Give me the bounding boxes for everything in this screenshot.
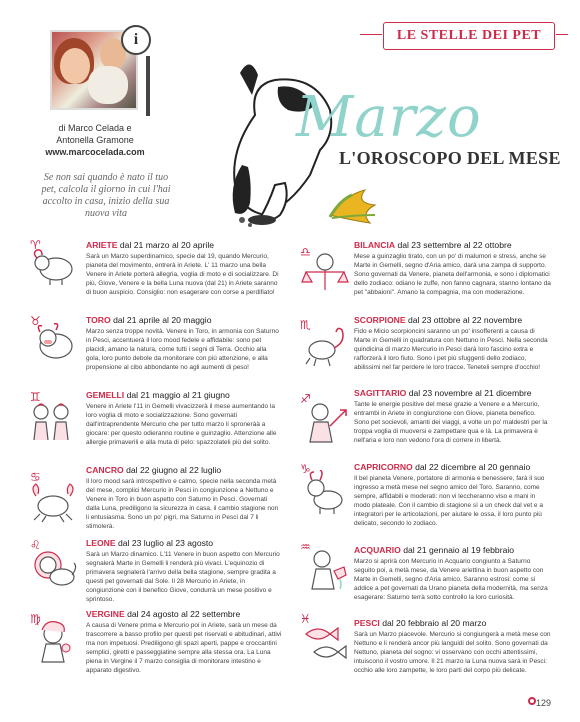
sign-dates: dal 23 settembre al 22 ottobre (397, 240, 512, 250)
sign-entry-leone (86, 538, 282, 605)
byline (40, 122, 150, 158)
virgo-glyph: ♍ (30, 612, 41, 626)
sign-name: LEONE (86, 538, 116, 548)
sign-entry-cancro (86, 465, 282, 532)
sign-name: BILANCIA (354, 240, 396, 250)
magazine-logo-icon (528, 697, 536, 705)
sign-text: Sarà un Marzo superdinamico, specie dal 19, quando Mercurio, pianeta del movimento, entrerà in Ariete. L' 11 marzo una bella Venere in Ariete porterà allegria, voglia di moto e di socializzare. Di più, Giove, Venere e la bella Luna nuova (dal 21) in Ariete saranno di buon auspicio. Consiglio: non esagerare con corse a perdifiato! (86, 253, 279, 297)
byline-website: www.marcocelada.com (45, 147, 145, 157)
section-badge (383, 22, 555, 50)
sign-entry-sagittario (354, 388, 552, 445)
sign-name: ACQUARIO (354, 545, 401, 555)
sign-text: Sarà un Marzo dinamico. L'11 Venere in buon aspetto con Mercurio segnalerà Marte in Gemelli li renderà più vivaci. L'equinozio di primavera segnalerà l'arrivo della bella stagione, sempre gradita a questi pet governati dal Sole. Il 28 Mercurio in Ariete, in congiunzione con il benefico Giove, condurrà un mese positivo e sprintoso. (86, 551, 280, 604)
sign-entry-bilancia (354, 240, 552, 297)
page-subtitle: L'OROSCOPO DEL MESE (339, 148, 561, 168)
byline-line1: di Marco Celada e (58, 123, 132, 133)
sign-name: VERGINE (86, 609, 125, 619)
sagittarius-glyph: ♐ (300, 392, 311, 406)
sign-dates: dal 22 dicembre al 20 gennaio (415, 462, 531, 472)
sign-text: Fido e Micio scorpioncini saranno un po' insofferenti a causa di Marte in Gemelli in quadratura con Nettuno in Pesci. Nella seconda quindicina di marzo Mercurio in Pesci darà loro fascino extra e rafforzerà il loro fiuto. Sono i pet più sfuggenti dello zodiaco, abilissimi nel far perdere le loro tracce. Teneteli sempre d'occhio! (354, 328, 548, 372)
sign-name: CAPRICORNO (354, 462, 413, 472)
gemini-glyph: ♊ (30, 390, 41, 404)
sign-entry-scorpione (354, 315, 552, 372)
sign-entry-pesci (354, 618, 552, 675)
sign-entry-toro (86, 315, 282, 372)
sign-name: GEMELLI (86, 390, 125, 400)
sign-text: Sarà un Marzo piacevole. Mercurio si congiungerà a metà mese con Nettuno e li renderà ancor più languidi del solito. Sono governati da Nettuno, pianeta del sogno: vi osservano con occhi attentissimi, intuiscono il vostro umore. Il 21 marzo la Luna nuova sarà in Pesci: occhio alle loro zampette, le loro parti del corpo più delicate. (354, 631, 551, 675)
sign-name: SAGITTARIO (354, 388, 407, 398)
header-rule-left (360, 34, 382, 35)
page-number: 129 (536, 698, 552, 708)
sign-name: ARIETE (86, 240, 118, 250)
month-title: Marzo (296, 85, 482, 150)
sign-dates: dal 20 febbraio al 20 marzo (382, 618, 487, 628)
sign-text: Tante le energie positive del mese grazie a Venere e a Mercurio, entrambi in Ariete in congiunzione con Giove, pianeta benefico. Sono pet socievoli, amanti dei viaggi, a volte un po' maldestri per la troppa voglia di muoversi e zampettare qua e là. La primavera è nell'aria e loro non vedono l'ora di correre in libertà. (354, 401, 548, 445)
sign-entry-acquario (354, 545, 552, 602)
sign-dates: dal 23 novembre al 21 dicembre (408, 388, 532, 398)
sign-name: CANCRO (86, 465, 124, 475)
sign-text: Il bel pianeta Venere, portatore di armonia e benessere, farà il suo ingresso a metà mese nel segno amico del Toro. Saranno, come sempre, affidabili e moderati: non vi leccheranno viso e mani in modo plateale. Con il cambio di stagione sì a un check dal vet e a integratori per le articolazioni, per aiutare le ossa, il loro punto più delicato, secondo lo zodiaco. (354, 475, 545, 528)
sign-text: Marzo si aprirà con Mercurio in Acquario congiunto a Saturno seguito poi, a metà mese, da Venere ariettina in buon aspetto con Marte in Gemelli, segno d'Aria amico. Saranno estrosi: come si addice a pet governati da Urano pianeta della modernità, ma senza esagerare: Saturno terrà sotto controllo la loro curiosità. (354, 558, 548, 602)
gemini-icon (26, 398, 76, 444)
intro-note: Se non sai quando è nato il tuo pet, calcola il giorno in cui l'hai accolto in casa, inizio della sua nuova vita (41, 172, 171, 219)
cancer-icon (28, 478, 78, 524)
sign-dates: dal 21 maggio al 21 giugno (126, 390, 230, 400)
sign-dates: dal 23 luglio al 23 agosto (118, 538, 214, 548)
taurus-glyph: ♉ (30, 314, 41, 328)
sign-entry-vergine (86, 609, 282, 676)
header-rule-right (556, 34, 568, 35)
aries-glyph: ♈ (30, 238, 41, 252)
sign-text: Mese a guinzaglio tirato, con un po' di malumori e stress, anche se Marte in Gemelli, segno d'Aria amico, darà una zampa di supporto. Sono governati da Venere, pianeta dell'armonia, e sono i diplomatici dello zodiaco: odiano le zuffe, non fanno cagnara, stanno lontano da pet "abbaioni". Amano la compagnia, ma con moderazione. (354, 253, 551, 297)
section-title: LE STELLE DEI PET (396, 28, 542, 43)
info-icon: i (121, 25, 151, 55)
sign-dates: dal 24 agosto al 22 settembre (127, 609, 241, 619)
pisces-glyph: ♓ (300, 612, 311, 626)
capricorn-icon (300, 470, 350, 516)
libra-glyph: ♎ (300, 245, 311, 259)
sign-dates: dal 21 gennaio al 19 febbraio (403, 545, 515, 555)
sign-entry-gemelli (86, 390, 282, 447)
sign-dates: dal 21 aprile al 20 maggio (113, 315, 212, 325)
sign-text: Il loro mood sarà introspettivo e calmo, specie nella seconda metà del mese, complici Mercurio in Pesci in congiunzione a Nettuno e Venere in Toro in buon aspetto con Saturno in Pesci. Governati dalla Luna, prediligono la sicurezza in casa, il cambio stagione non li entusiasma. Sono un po' pigri, ma Saturno in Pesci dal 7 li stimolerà. (86, 478, 279, 531)
byline-line2: Antonella Gramone (56, 135, 134, 145)
sign-dates: dal 23 ottobre al 22 novembre (407, 315, 523, 325)
sign-name: SCORPIONE (354, 315, 406, 325)
sign-text: A causa di Venere prima e Mercurio poi in Ariete, sarà un mese da trascorrere a basso profilo per questi pet riservati e abitudinari, attivi ma non impetuosi. Prediligono gli spazi aperti, pappe e croccantini semplici, giretti e passeggiatine sempre alla stessa ora. La Luna piena in Vergine il 7 marzo consiglia di monitorare intestino e apparato digestivo. (86, 622, 282, 675)
aquarius-glyph: ♒ (300, 540, 311, 554)
leo-glyph: ♌ (30, 538, 41, 552)
sign-text: Marzo senza troppe novità. Venere in Toro, in armonia con Saturno in Pesci, accentuerà il loro mood fedele e affidabile: sono pet placidi, amano la natura, come tutti i segni di Terra. Occhio alla gola, loro punto debole da monitorare con più attenzione, e alla propensione al cibo abbondante no agli aumenti di peso! (86, 328, 279, 372)
cancer-glyph: ♋ (30, 470, 41, 484)
sign-name: TORO (86, 315, 111, 325)
scorpio-glyph: ♏ (300, 318, 311, 332)
sign-name: PESCI (354, 618, 380, 628)
info-bar (146, 56, 150, 116)
sign-dates: dal 21 marzo al 20 aprile (119, 240, 215, 250)
sign-text: Venere in Ariete l'11 in Gemelli vivacizzerà il mese aumentando la loro voglia di moto e socializzazione. Sono governati dall'intraprendente Mercurio che per tutto marzo li sproneràà a giocare: per questo odieranno routine e guinzaglio. Attenzione alle allergie primaverili e alla muta di pelo: spazzolateli più del solito. (86, 403, 277, 447)
sign-dates: dal 22 giugno al 22 luglio (126, 465, 222, 475)
sign-entry-capricorno (354, 462, 552, 529)
sign-entry-ariete (86, 240, 282, 297)
capricorn-glyph: ♑ (300, 462, 311, 476)
